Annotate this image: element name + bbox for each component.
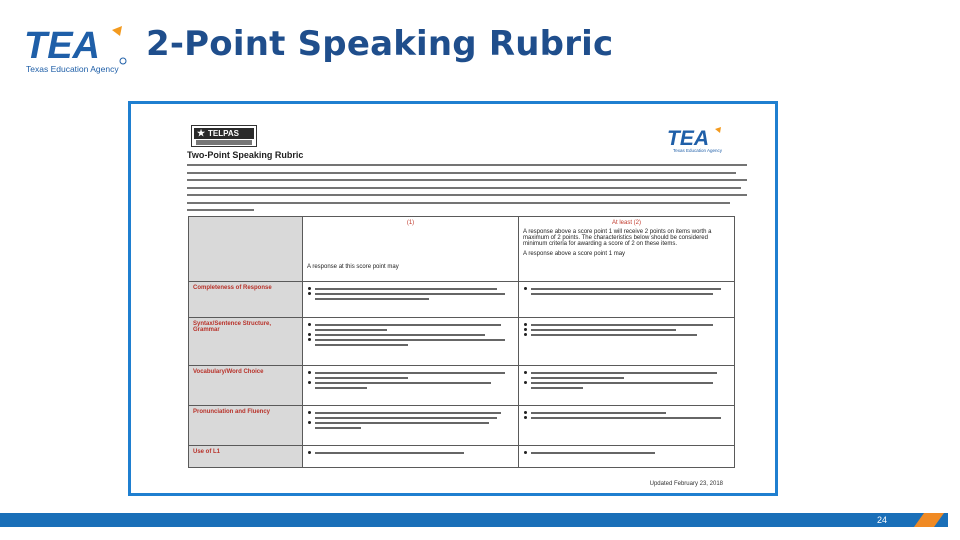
col2-header: At least (2) [611, 220, 641, 226]
document-tea-flame-icon [715, 127, 721, 133]
telpas-logo-text: TELPAS [208, 129, 239, 138]
registered-mark-icon [120, 58, 126, 64]
document-updated-date: Updated February 23, 2018 [649, 481, 723, 487]
document-tea-logo-subtitle: Texas Education Agency [673, 148, 723, 153]
page-title: 2-Point Speaking Rubric [146, 24, 614, 64]
table-row [189, 318, 735, 366]
table-row [189, 366, 735, 406]
rubric-header-row [189, 217, 735, 282]
telpas-logo [191, 125, 257, 147]
document-tea-logo-letters: TEA [667, 127, 709, 150]
row-category: Syntax/Sentence Structure, Grammar [189, 318, 303, 366]
col1-header: (1) [406, 220, 415, 226]
rubric-table [188, 216, 735, 468]
col2-response-label: A response above a score point 1 may [523, 251, 626, 257]
document-intro-text [187, 164, 747, 217]
row-category: Vocabulary/Word Choice [189, 366, 303, 406]
footer-bar [0, 513, 960, 527]
row-category: Completeness of Response [189, 282, 303, 318]
document-title: Two-Point Speaking Rubric [187, 150, 304, 160]
row-category: Pronunciation and Fluency [189, 406, 303, 446]
tea-logo [22, 24, 132, 76]
page-number: 24 [876, 515, 887, 525]
col1-response-label: A response at this score point may [307, 264, 399, 270]
table-row [189, 446, 735, 468]
star-icon: ★ [197, 128, 206, 138]
tea-logo-flame-icon [112, 26, 122, 36]
col2-description: A response above a score point 1 will receive 2 points on items worth a maximum of 2 points. The characteristics below should be considered minimum criteria for awarding a score of 2 on these items. [523, 229, 712, 247]
tea-logo-subtitle: Texas Education Agency [26, 64, 119, 74]
table-row [189, 282, 735, 318]
document-tea-logo [667, 126, 727, 153]
tea-logo-letters: TEA [24, 25, 100, 67]
row-category: Use of L1 [189, 446, 303, 468]
rubric-document-image [128, 101, 778, 496]
table-row [189, 406, 735, 446]
